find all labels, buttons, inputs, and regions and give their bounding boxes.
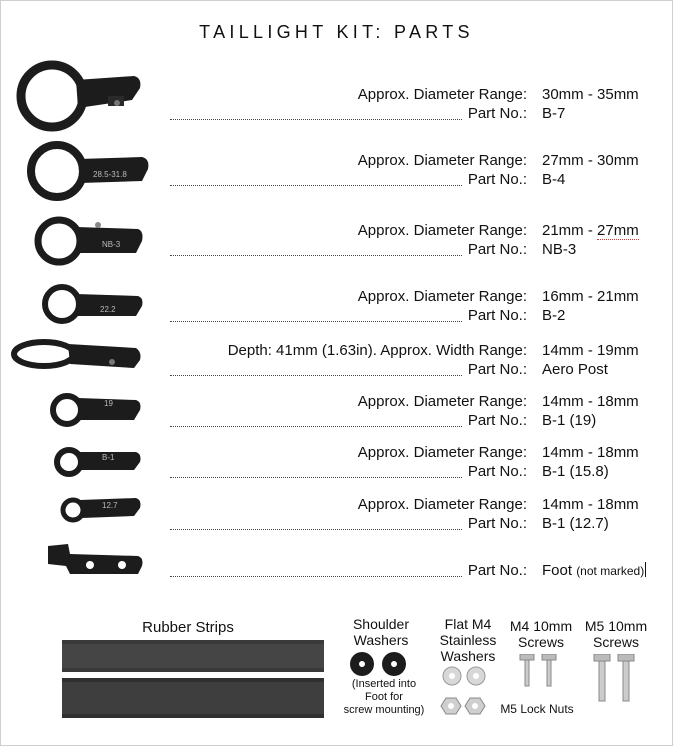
- shoulder-washers-label: [338, 616, 424, 648]
- m5-screws-image: [590, 654, 642, 704]
- m4-screws-label: [504, 618, 578, 650]
- page-title: TAILLIGHT KIT: PARTS: [199, 22, 474, 42]
- m4-screws-line1: M4 10mm: [509, 618, 573, 634]
- range-value: 16mm - 21mm: [542, 288, 639, 305]
- dotted-leader: [170, 185, 462, 186]
- dotted-leader: [170, 375, 462, 376]
- shoulder-washers-line2: Washers: [353, 632, 409, 648]
- flat-washers-and-nuts-image: [436, 664, 496, 720]
- range-label: Approx. Diameter Range:: [357, 444, 527, 461]
- range-label: Approx. Diameter Range:: [357, 496, 527, 513]
- shoulder-note-line3: screw mounting): [343, 704, 425, 716]
- part-label: Part No.:: [467, 412, 527, 429]
- range-label: Approx. Diameter Range:: [357, 86, 527, 103]
- part-label: Part No.:: [467, 515, 527, 532]
- range-value-start: 21mm -: [542, 222, 598, 239]
- dotted-leader: [170, 576, 462, 577]
- part-value: B-4: [542, 171, 566, 188]
- clamp-b1-12-7-image: [58, 490, 148, 530]
- range-value: 14mm - 19mm: [542, 342, 639, 359]
- m4-screws-image: [516, 654, 566, 688]
- rubber-strips-label: Rubber Strips: [142, 619, 234, 636]
- part-value-text: Foot: [542, 562, 573, 579]
- shoulder-washers-line1: Shoulder: [352, 616, 410, 632]
- clamp-b1-15-8-image: [52, 442, 148, 482]
- clamp-b1-19-image: [48, 390, 148, 432]
- m4-screws-line2: Screws: [518, 634, 564, 650]
- m5-screws-label: [578, 618, 654, 650]
- dotted-leader: [170, 477, 462, 478]
- flat-washers-line2: Stainless: [439, 632, 497, 648]
- part-label: Part No.:: [467, 241, 527, 258]
- part-note: (not marked): [576, 564, 645, 578]
- b1-12-7-marking: 12.7: [102, 501, 118, 510]
- range-value: [542, 222, 639, 239]
- dotted-leader: [170, 426, 462, 427]
- text-cursor: [645, 562, 646, 577]
- dotted-leader: [170, 119, 462, 120]
- part-label: Part No.:: [467, 463, 527, 480]
- range-label: Approx. Diameter Range:: [357, 152, 527, 169]
- shoulder-note-line2: Foot for: [365, 691, 403, 703]
- dotted-leader: [170, 529, 462, 530]
- range-label: Approx. Diameter Range:: [357, 222, 527, 239]
- dotted-leader: [170, 255, 462, 256]
- b4-marking: 28.5-31.8: [93, 170, 127, 179]
- part-value: [542, 562, 646, 579]
- range-label: Depth: 41mm (1.63in). Approx. Width Range:: [227, 342, 527, 359]
- range-value-spellchecked: 27mm: [597, 222, 639, 239]
- clamp-aero-post-image: [8, 336, 148, 376]
- range-value: 14mm - 18mm: [542, 393, 639, 410]
- clamp-nb3-image: [32, 211, 152, 271]
- part-value: NB-3: [542, 241, 577, 258]
- clamp-b2-image: [40, 280, 150, 330]
- range-label: Approx. Diameter Range:: [357, 393, 527, 410]
- nb3-marking: NB-3: [102, 240, 121, 249]
- part-value: B-1 (15.8): [542, 463, 609, 480]
- range-value: 14mm - 18mm: [542, 444, 639, 461]
- range-value: 27mm - 30mm: [542, 152, 639, 169]
- shoulder-washers-image: [348, 650, 418, 678]
- part-label: Part No.:: [467, 105, 527, 122]
- b2-marking: 22.2: [100, 305, 116, 314]
- part-value: B-7: [542, 105, 566, 122]
- part-label: Part No.:: [467, 562, 527, 579]
- m5-screws-line1: M5 10mm: [584, 618, 648, 634]
- shoulder-note-line1: (Inserted into: [351, 678, 417, 690]
- b1-19-marking: 19: [104, 399, 113, 408]
- lock-nuts-label: M5 Lock Nuts: [500, 702, 574, 716]
- flat-washers-line1: Flat M4: [444, 616, 492, 632]
- b1-15-8-marking: B-1: [102, 453, 115, 462]
- m5-screws-line2: Screws: [593, 634, 639, 650]
- range-value: 14mm - 18mm: [542, 496, 639, 513]
- foot-image: [46, 540, 146, 580]
- clamp-b4-image: [24, 133, 154, 208]
- part-value: Aero Post: [542, 361, 608, 378]
- dotted-leader: [170, 321, 462, 322]
- flat-washers-line3: Washers: [440, 648, 496, 664]
- part-value: B-1 (19): [542, 412, 597, 429]
- range-label: Approx. Diameter Range:: [357, 288, 527, 305]
- flat-washers-label: [428, 616, 508, 664]
- part-label: Part No.:: [467, 307, 527, 324]
- clamp-b7-image: [14, 56, 144, 136]
- rubber-strips-image: [62, 640, 326, 720]
- shoulder-washers-note: [336, 678, 432, 717]
- range-value: 30mm - 35mm: [542, 86, 639, 103]
- part-label: Part No.:: [467, 361, 527, 378]
- part-label: Part No.:: [467, 171, 527, 188]
- part-value: B-2: [542, 307, 566, 324]
- part-value: B-1 (12.7): [542, 515, 609, 532]
